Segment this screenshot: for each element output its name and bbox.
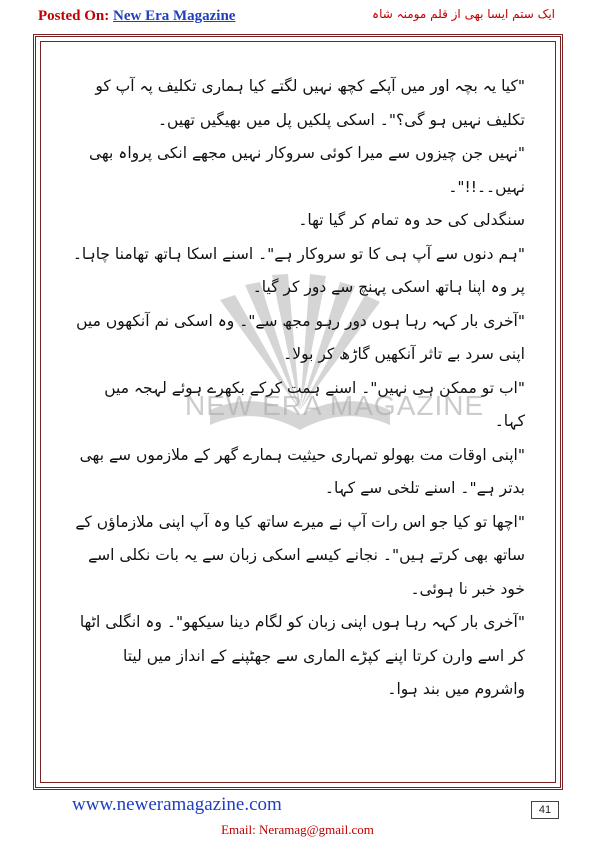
page-header <box>0 0 595 30</box>
page-number: 41 <box>531 801 559 819</box>
paragraph: "آخری بار کہہ رہا ہوں دور رہو مجھ سے"۔ وہ اسکی نم آنکھوں میں اپنی سرد بے تاثر آنکھیں گاڑھ کر بولا۔ <box>76 311 525 363</box>
paragraph: "اپنی اوقات مت بھولو تمہاری حیثیت ہمارے گھر کے ملازموں سے بھی بدتر ہے"۔ اسنے تلخی سے کہا۔ <box>79 445 525 497</box>
story-text <box>70 70 525 707</box>
paragraph: سنگدلی کی حد وہ تمام کر گیا تھا۔ <box>298 211 525 229</box>
paragraph: "آخری بار کہہ رہا ہوں اپنی زبان کو لگام دینا سیکھو"۔ وہ انگلی اٹھا کر اسے وارن کرتا اپنے کپڑے الماری سے جھٹپنے کے انداز میں لیتا واشروم میں بند ہوا۔ <box>79 613 525 698</box>
contact-email: Email: Neramag@gmail.com <box>221 822 374 837</box>
paragraph: "اچھا تو کیا جو اس رات آپ نے میرے ساتھ کیا وہ آپ اپنی ملازماؤں کے ساتھ بھی کرتے ہیں"۔ نجانے کیسے اسکی زبان سے یہ بات نکلی اسے خود خبر نا ہوئی۔ <box>75 512 525 598</box>
posted-on <box>38 8 235 25</box>
paragraph: پر وہ اپنا ہاتھ اسکی پہنچ سے دور کر گیا۔ <box>252 278 525 296</box>
paragraph: "اب تو ممکن ہی نہیں"۔ اسنے ہمت کرکے بکھرے ہوئے لہجہ میں کہا۔ <box>104 378 525 430</box>
posted-label: Posted On: <box>38 8 110 24</box>
website-url[interactable]: www.neweramagazine.com <box>72 794 282 815</box>
paragraph: "ہم دنوں سے آپ ہی کا تو سروکار ہے"۔ اسنے اسکا ہاتھ تھامنا چاہا۔ <box>72 244 525 263</box>
story-byline: ایک ستم ایسا بھی از قلم مومنہ شاہ <box>372 7 555 21</box>
paragraph: "کیا یہ بچہ اور میں آپکے کچھ نہیں لگتے کیا ہماری تکلیف پہ آپ کو تکلیف نہیں ہو گی؟"۔ اسکی پلکیں پل میں بھیگیں تھیں۔ <box>95 77 525 129</box>
magazine-link[interactable]: New Era Magazine <box>113 8 236 24</box>
watermark-text: NEW ERA MAGAZINE <box>185 390 485 421</box>
paragraph: "نہیں جن چیزوں سے میرا کوئی سروکار نہیں مجھے انکی پرواہ بھی نہیں۔۔!!"۔ <box>88 144 525 196</box>
